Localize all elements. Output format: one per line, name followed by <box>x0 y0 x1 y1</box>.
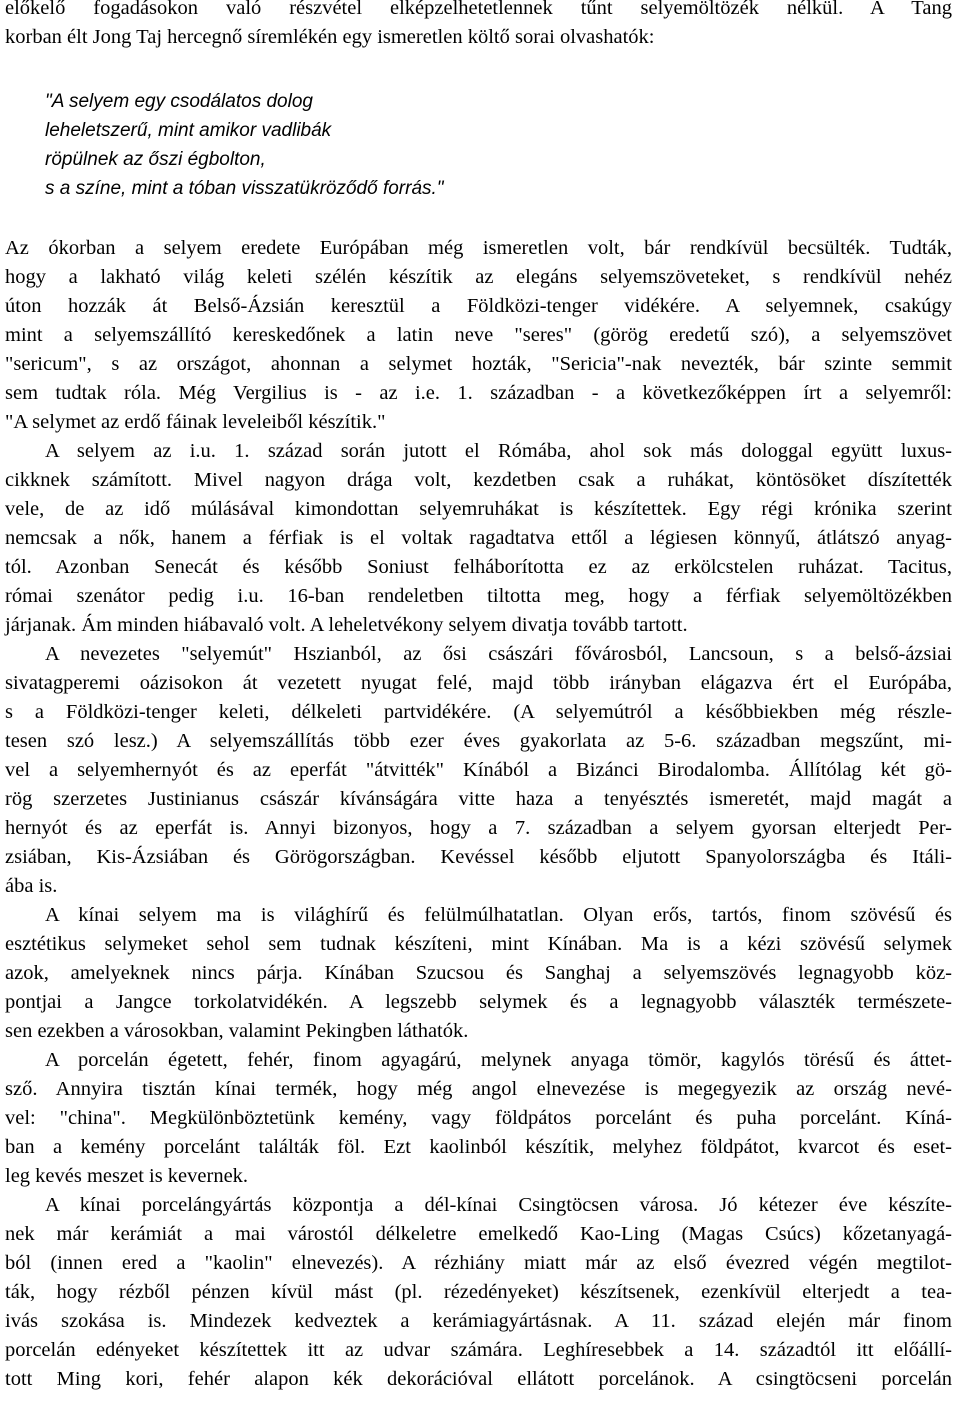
text-line: korban élt Jong Taj hercegnő síremlékén egy ismeretlen költő sorai olvashatók: <box>5 26 655 48</box>
text-line: ába is. <box>5 875 58 897</box>
text-line: esztétikus selymeket sehol sem tudnak készíteni, mint Kínában. Ma is a kézi szövésű selymek <box>5 933 952 955</box>
text-line: hernyót és az eperfát is. Annyi bizonyos, hogy a 7. században a selyem gyorsan elterjedt Per- <box>5 817 952 839</box>
text-line: vel: "china". Megkülönböztetünk kemény, vagy földpátos porcelánt és puha porcelánt. Kíná- <box>5 1107 952 1129</box>
text-line: azok, amelyeknek nincs párja. Kínában Szucsou és Sanghaj a selyemszövés legnagyobb köz- <box>5 962 952 984</box>
poem-line: röpülnek az őszi égbolton, <box>45 149 266 170</box>
text-line: sivatagperemi oázisokon át vezetett nyugat felé, majd több irányban elágazva ért el Európába, <box>5 672 952 694</box>
text-line: úton hozzák át Belső-Ázsián keresztül a Földközi-tenger vidékére. A selyemnek, csakúgy <box>5 295 952 317</box>
text-line: leg kevés meszet is kevernek. <box>5 1165 249 1187</box>
text-line: ból (innen ered a "kaolin" elnevezés). A rézhiány miatt már az első évezred végén megtilot- <box>5 1252 952 1274</box>
text-line: hogy a lakható világ keleti szélén készítik az elegáns selyemszöveteket, s rendkívül nehéz <box>5 266 952 288</box>
text-line: mint a selyemszállító kereskedőnek a latin neve "seres" (görög eredetű szó), a selyemszövet <box>5 324 952 346</box>
poem-line: "A selyem egy csodálatos dolog <box>45 91 313 112</box>
text-line: sen ezekben a városokban, valamint Pekingben láthatók. <box>5 1020 469 1042</box>
text-line: római szenátor pedig i.u. 16-ban rendeletben tiltotta meg, hogy a férfiak selyemöltözékben <box>5 585 952 607</box>
text-line: előkelő fogadásokon való részvétel elképzelhetetlennek tűnt selyemöltözék nélkül. A Tang <box>5 0 952 19</box>
text-line: nek már kerámiát a mai várostól délkeletre emelkedő Kao-Ling (Magas Csúcs) kőzetanyagá- <box>5 1223 952 1245</box>
text-line: tól. Azonban Senecát és később Soniust felháborította ez az erkölcstelen ruházat. Tacitus, <box>5 556 952 578</box>
text-line: rög szerzetes Justinianus császár kívánságára vitte haza a tenyésztés ismeretét, majd magát a <box>5 788 952 810</box>
text-line: tesen szó lesz.) A selyemszállítás több ezer éves gyakorlata az 5-6. században megszűnt, mi- <box>5 730 952 752</box>
poem-line: s a színe, mint a tóban visszatükröződő forrás." <box>45 178 444 199</box>
text-line: sző. Annyira tisztán kínai termék, hogy még angol elnevezése is megegyezik az ország nevé- <box>5 1078 952 1100</box>
poem-line: leheletszerű, mint amikor vadlibák <box>45 120 332 141</box>
text-line: ivás szokása is. Mindezek kedveztek a kerámiagyártásnak. A 11. század elején már finom <box>5 1310 952 1332</box>
text-line: cikknek számított. Mivel nagyon drága volt, kezdetben csak a ruhákat, köntösöket díszítették <box>5 469 952 491</box>
text-line: "sericum", s az országot, ahonnan a selymet hozták, "Sericia"-nak nevezték, bár szinte semmit <box>5 353 952 375</box>
text-line: tott Ming kori, fehér alapon kék dekorációval ellátott porcelánok. A csingtöcseni porcelán <box>5 1368 952 1390</box>
text-line: vele, de az idő múlásával kimondottan selyemruhákat is készítettek. Egy régi krónika szerint <box>5 498 952 520</box>
text-line <box>5 1394 952 1423</box>
text-line: s a Földközi-tenger keleti, délkeleti partvidékére. (A selyemútról a későbbiekben még részle- <box>5 701 952 723</box>
text-line: A porcelán égetett, fehér, finom agyagárú, melynek anyaga tömör, kagylós törésű és áttet- <box>45 1049 952 1071</box>
text-line: A kínai porcelángyártás központja a dél-kínai Csingtöcsen városa. Jó kétezer éve készíte- <box>45 1194 952 1216</box>
text-line: "A selymet az erdő fáinak leveleiből készítik." <box>5 411 386 433</box>
text-line: nemcsak a nők, hanem a férfiak is el voltak ragadtatva ettől a légiesen könnyű, átlátszó anyag- <box>5 527 952 549</box>
text-line: járjanak. Ám minden hiábavaló volt. A leheletvékony selyem divatja tovább tartott. <box>5 614 688 636</box>
text-line: porcelán edényeket készítettek itt az udvar számára. Leghíresebbek a 14. századtól itt előállí- <box>5 1339 952 1361</box>
text-line: A selyem az i.u. 1. század során jutott el Rómába, ahol sok más dologgal együtt luxus- <box>45 440 952 462</box>
text-line: pontjai a Jangce torkolatvidékén. A legszebb selymek és a legnagyobb választék természete- <box>5 991 952 1013</box>
text-line: Az ókorban a selyem eredete Európában még ismeretlen volt, bár rendkívül becsülték. Tudták, <box>5 237 952 259</box>
text-line: ták, hogy rézből pénzen kívül mást (pl. rézedényeket) készítsenek, ezenkívül elterjedt a tea- <box>5 1281 952 1303</box>
text-line: vel a selyemhernyót és az eperfát "átvitték" Kínából a Bizánci Birodalomba. Állítólag két gö- <box>5 759 952 781</box>
text-line: A nevezetes "selyemút" Hszianból, az ősi császári fővárosból, Lancsoun, s a belső-ázsiai <box>45 643 952 665</box>
text-line: sem tudtak róla. Még Vergilius is - az i.e. 1. században - a következőképpen írt a selyemről: <box>5 382 952 404</box>
text-line: ban a kemény porcelánt találták föl. Ezt kaolinból készítik, melyhez földpátot, kvarcot és eset- <box>5 1136 952 1158</box>
text-line: A kínai selyem ma is világhírű és felülmúlhatatlan. Olyan erős, tartós, finom szövésű és <box>45 904 952 926</box>
text-line: zsiában, Kis-Ázsiában és Görögországban. Kevéssel később eljutott Spanyolországba és Itáli- <box>5 846 952 868</box>
